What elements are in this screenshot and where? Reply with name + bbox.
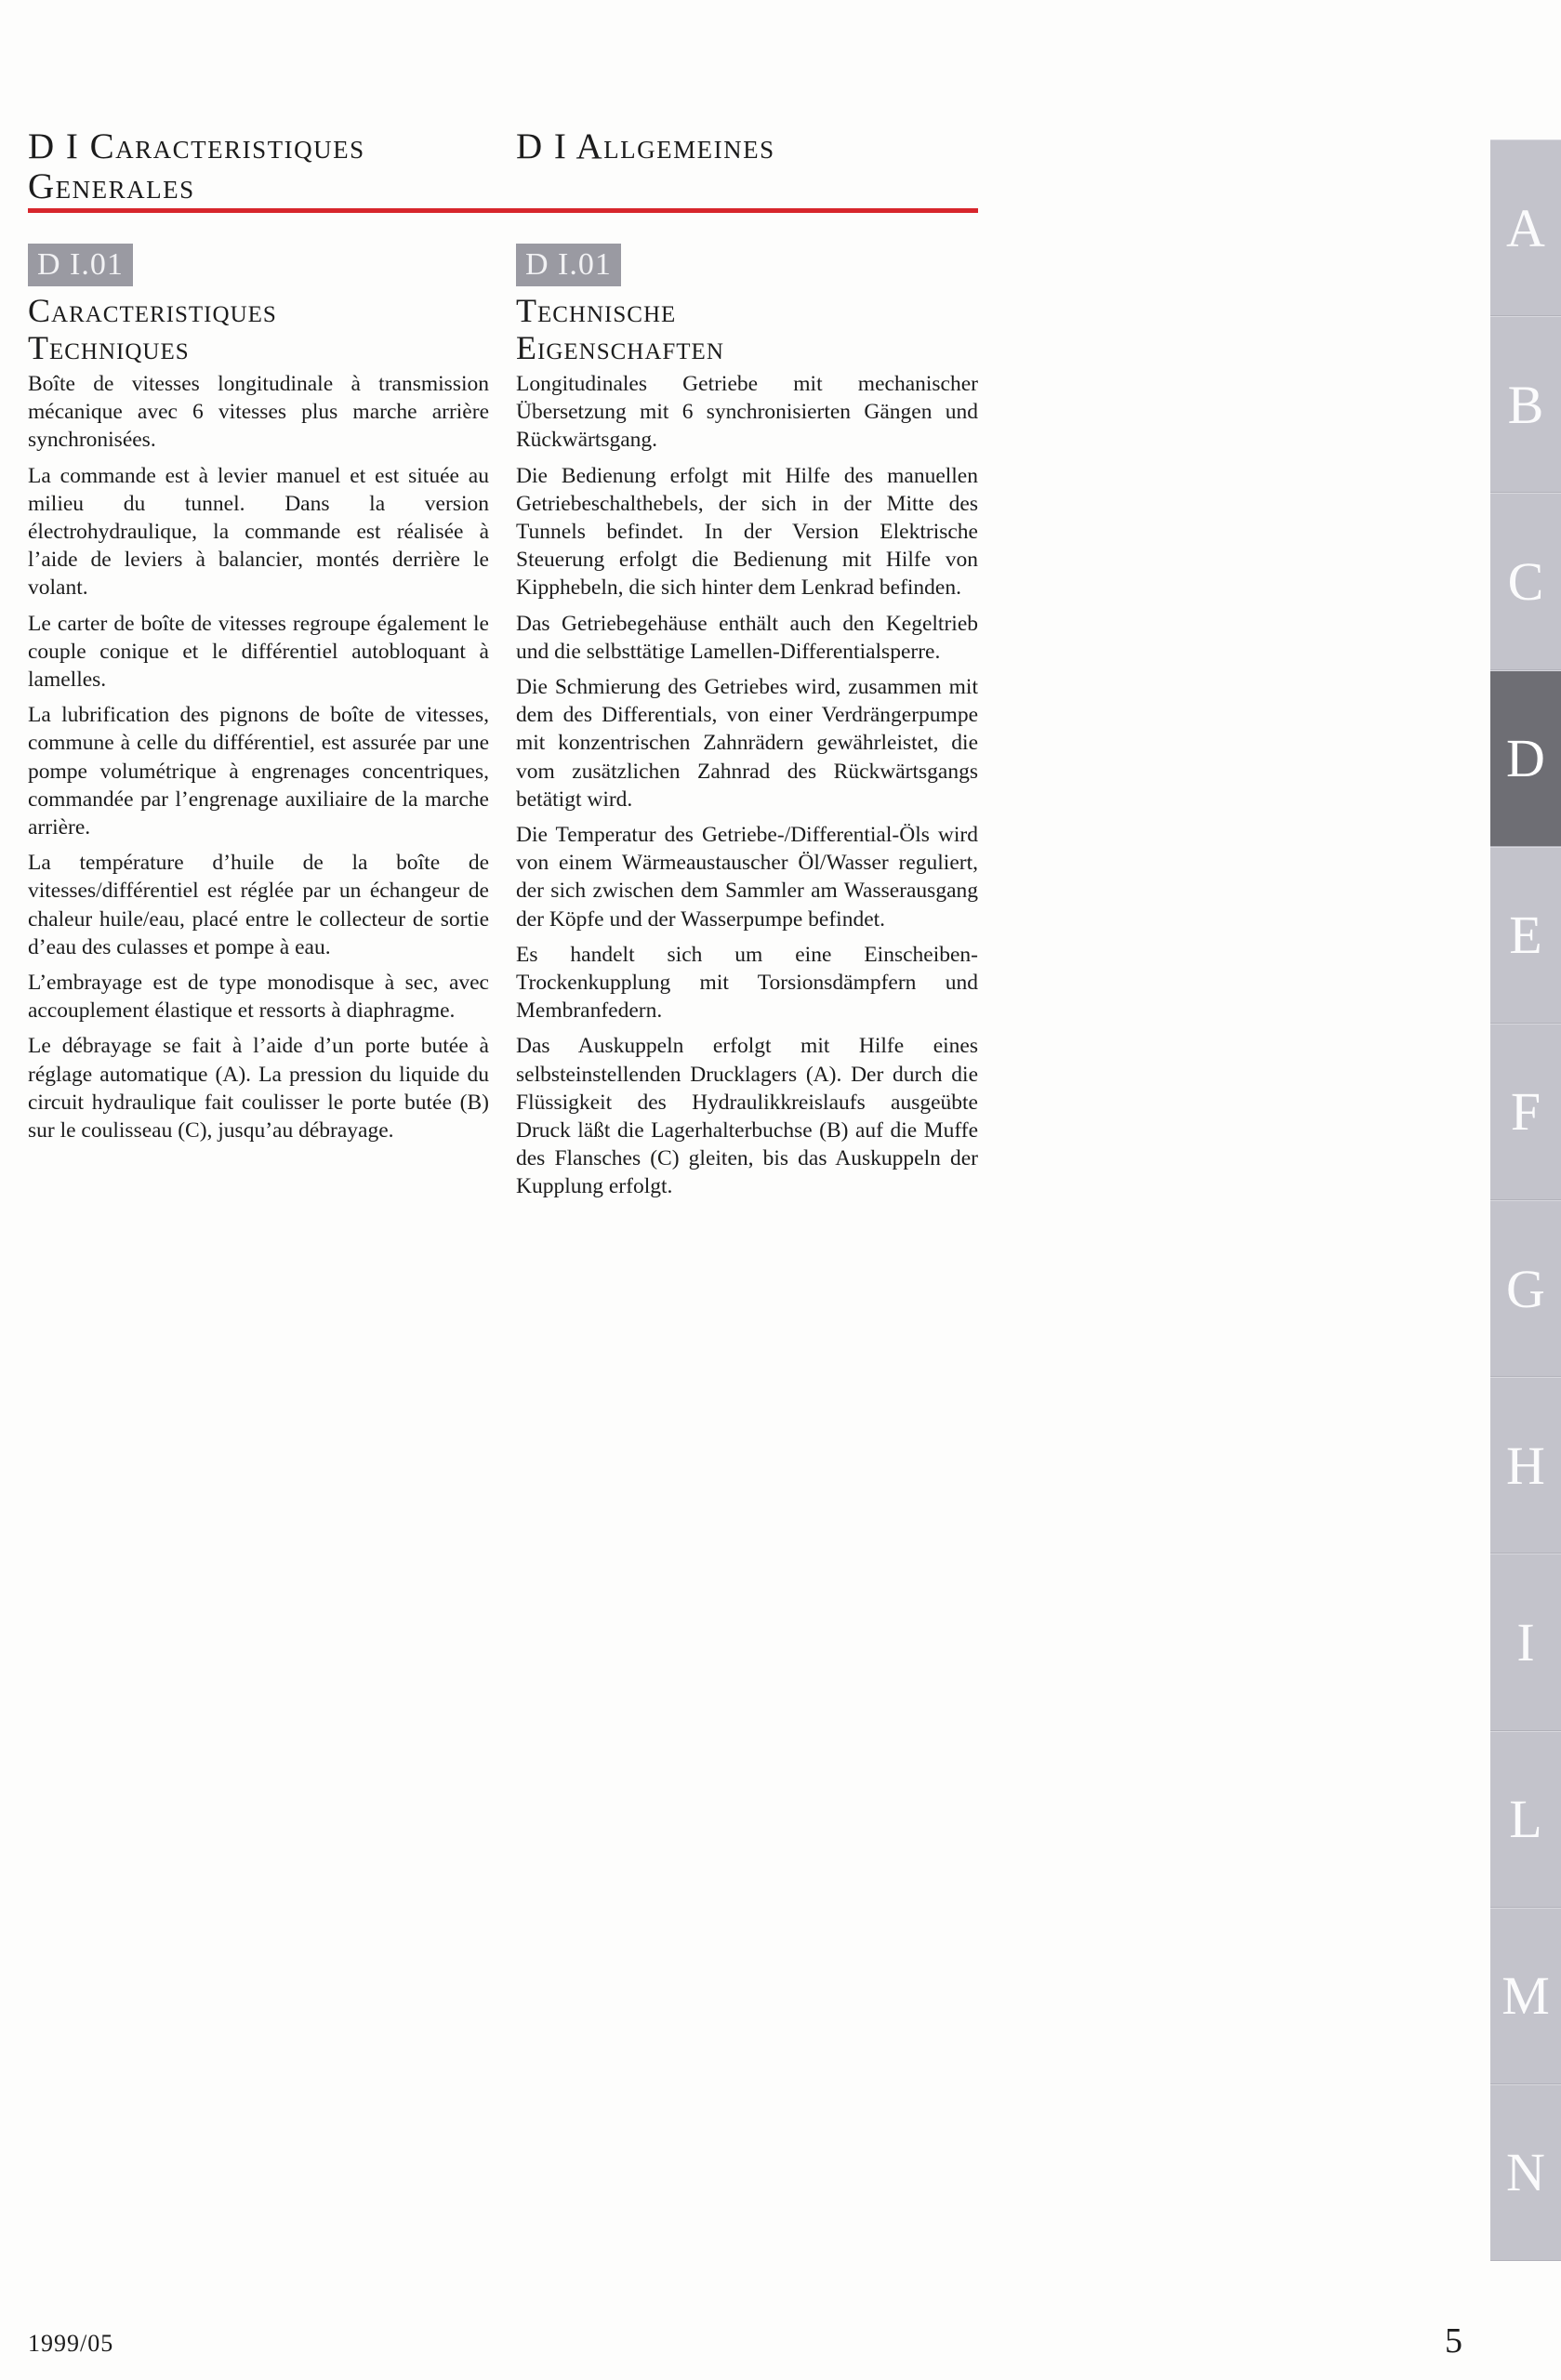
section-title-fr (28, 292, 493, 366)
index-tab[interactable]: A (1490, 139, 1561, 316)
body-column-de (516, 370, 978, 1209)
index-tab[interactable]: E (1490, 847, 1561, 1024)
chapter-title-fr-line2: Generales (28, 166, 195, 206)
chapter-title-fr (28, 126, 493, 206)
paragraph: L’embrayage est de type monodisque à sec, avec accouplement élastique et ressorts à diaphragme. (28, 971, 489, 1024)
page-number: 5 (1445, 2321, 1462, 2360)
index-tab[interactable]: G (1490, 1200, 1561, 1377)
section-title-de-line1: Technische (516, 292, 677, 329)
paragraph: Das Auskuppeln erfolgt mit Hilfe eines selbsteinstellenden Drucklagers (A). Der durch die Flüssigkeit des Hydraulikkreislaufs ausgeübte Druck läßt die Lagerhalterbuchse (B) auf die Muffe des Flansches (C) gleiten, bis das Auskuppeln der Kupplung erfolgt. (516, 1034, 978, 1199)
red-divider (28, 208, 978, 213)
index-tab[interactable]: D (1490, 670, 1561, 847)
section-badge-fr: D I.01 (28, 244, 133, 286)
index-tab[interactable]: M (1490, 1908, 1561, 2084)
paragraph: Le carter de boîte de vitesses regroupe également le couple conique et le différentiel autobloquant à lamelles. (28, 611, 489, 693)
section-title-fr-line2: Techniques (28, 329, 190, 366)
chapter-title-de: D I Allgemeines (516, 126, 775, 166)
section-title-de (516, 292, 981, 366)
chapter-title-fr-line1: D I Caracteristiques (28, 126, 365, 166)
paragraph: La lubrification des pignons de boîte de vitesses, commune à celle du différentiel, est assurée par une pompe volumétrique à engrenages concentriques, commandée par l’engrenage auxiliaire de la marche arrière. (28, 703, 489, 840)
chapter-index-tabs (1490, 139, 1561, 2261)
paragraph: La température d’huile de la boîte de vitesses/différentiel est réglée par un échangeur de chaleur huile/eau, placé entre le collecteur de sortie d’eau des culasses et pompe à eau. (28, 851, 489, 959)
paragraph: La commande est à levier manuel et est située au milieu du tunnel. Dans la version électrohydraulique, la commande est réalisée à l’aide de leviers à balancier, montés derrière le volant. (28, 463, 489, 601)
index-tab[interactable]: L (1490, 1731, 1561, 1908)
section-title-de-line2: Eigenschaften (516, 329, 724, 366)
paragraph: Es handelt sich um eine Einscheiben-Trockenkupplung mit Torsionsdämpfern und Membranfedern. (516, 942, 978, 1024)
footer-date: 1999/05 (28, 2330, 114, 2357)
paragraph: Boîte de vitesses longitudinale à transmission mécanique avec 6 vitesses plus marche arrière synchronisées. (28, 372, 489, 453)
section-title-fr-line1: Caracteristiques (28, 292, 277, 329)
index-tab[interactable]: B (1490, 316, 1561, 493)
section-badge-de: D I.01 (516, 244, 621, 286)
paragraph: Die Schmierung des Getriebes wird, zusammen mit dem des Differentials, von einer Verdrängerpumpe mit konzentrischen Zahnrädern gewährleistet, die vom zusätzlichen Zahnrad des Rückwärtsgangs betätigt wird. (516, 675, 978, 812)
paragraph: Le débrayage se fait à l’aide d’un porte butée à réglage automatique (A). La pression du liquide du circuit hydraulique fait coulisser le porte butée (B) sur le coulisseau (C), jusqu’au débrayage. (28, 1034, 489, 1144)
index-tab[interactable]: F (1490, 1024, 1561, 1200)
body-column-fr (28, 370, 489, 1152)
index-tab[interactable]: H (1490, 1377, 1561, 1554)
paragraph: Longitudinales Getriebe mit mechanischer Übersetzung mit 6 synchronisierten Gängen und Rückwärtsgang. (516, 372, 978, 453)
index-tab[interactable]: C (1490, 493, 1561, 669)
index-tab[interactable]: N (1490, 2084, 1561, 2261)
paragraph: Die Bedienung erfolgt mit Hilfe des manuellen Getriebeschalthebels, der sich in der Mitte des Tunnels befindet. In der Version Elektrische Steuerung erfolgt die Bedienung mit Hilfe von Kipphebeln, die sich hinter dem Lenkrad befinden. (516, 463, 978, 601)
index-tab[interactable]: I (1490, 1554, 1561, 1730)
paragraph: Die Temperatur des Getriebe-/Differential-Öls wird von einem Wärmeaustauscher Öl/Wasser reguliert, der sich zwischen dem Sammler am Wasserausgang der Köpfe und der Wasserpumpe befindet. (516, 823, 978, 932)
paragraph: Das Getriebegehäuse enthält auch den Kegeltrieb und die selbsttätige Lamellen-Differentialsperre. (516, 611, 978, 664)
